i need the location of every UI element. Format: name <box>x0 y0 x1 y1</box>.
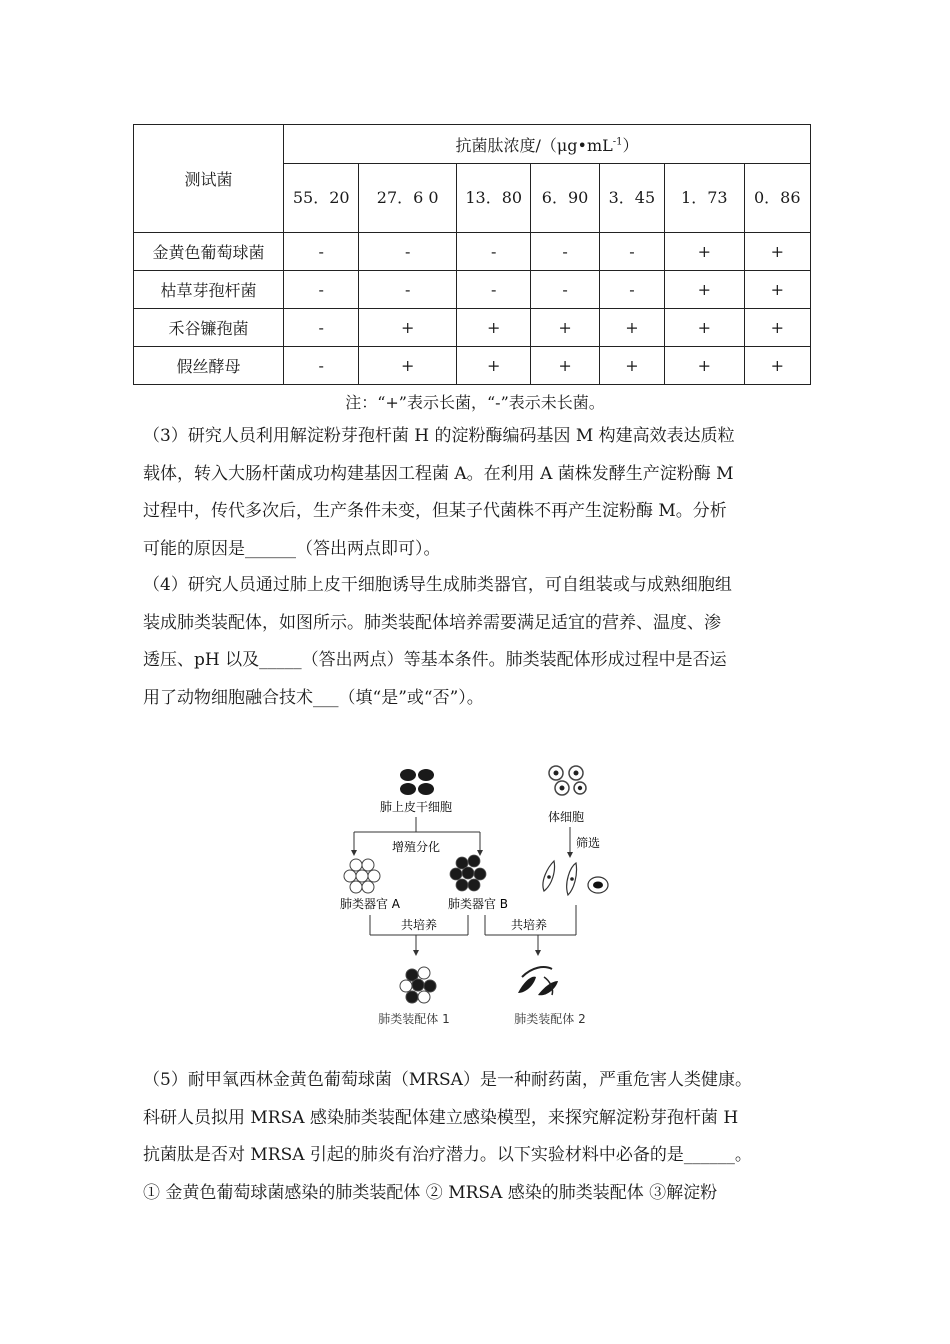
text-line: （4）研究人员通过肺上皮干细胞诱导生成肺类器官，可自组装或与成熟细胞组 <box>143 575 732 595</box>
growth-cell: + <box>531 347 599 385</box>
conc-cell: 3．45 <box>599 164 664 233</box>
mature-cells-icon <box>543 861 608 895</box>
growth-cell: - <box>284 347 359 385</box>
growth-cell: - <box>456 233 530 271</box>
coculture-2-label: 共培养 <box>510 918 548 932</box>
growth-cell: + <box>599 309 664 347</box>
growth-cell: + <box>531 309 599 347</box>
lung-assembly-diagram <box>330 755 620 1035</box>
growth-cell: + <box>359 309 457 347</box>
growth-cell: - <box>531 233 599 271</box>
text-line: 过程中，传代多次后，生产条件未变，但某子代菌株不再产生淀粉酶 M。分析 <box>143 501 727 521</box>
growth-cell: - <box>599 233 664 271</box>
conc-cell: 27．6 0 <box>359 164 457 233</box>
table-note: 注：“+”表示长菌，“-”表示未长菌。 <box>345 393 605 412</box>
growth-cell: + <box>744 233 810 271</box>
growth-cell: - <box>456 271 530 309</box>
conc-cell: 1．73 <box>665 164 744 233</box>
conc-cell: 13．80 <box>456 164 530 233</box>
concentration-header: 抗菌肽浓度$/(\mu g•mL^{-1})$ <box>284 125 811 164</box>
text-line: 可能的原因是______（答出两点即可）。 <box>143 538 441 559</box>
text-line: （5）耐甲氧西林金黄色葡萄球菌（MRSA）是一种耐药菌，严重危害人类健康。 <box>143 1070 752 1090</box>
text-line: 载体，转入大肠杆菌成功构建基因工程菌 A。在利用 A 菌株发酵生产淀粉酶 M <box>143 463 734 484</box>
growth-cell: - <box>531 271 599 309</box>
bacteria-name: 枯草芽孢杆菌 <box>134 271 284 309</box>
bacteria-name: 禾谷镰孢菌 <box>134 309 284 347</box>
text-line: ① 金黄色葡萄球菌感染的肺类装配体 ② MRSA 感染的肺类装配体 ③解淀粉 <box>143 1182 718 1203</box>
coculture-1-label: 共培养 <box>400 918 438 932</box>
assembly-2-label: 肺类装配体 2 <box>514 1012 586 1026</box>
growth-cell: + <box>744 271 810 309</box>
growth-cell: + <box>359 347 457 385</box>
growth-cell: - <box>284 271 359 309</box>
growth-cell: - <box>359 233 457 271</box>
question-5 <box>143 1062 813 1212</box>
growth-cell: + <box>665 347 744 385</box>
assembly-1-icon <box>400 967 436 1003</box>
question-3 <box>143 418 813 568</box>
stem-cell-label: 肺上皮干细胞 <box>379 800 453 814</box>
text-line: 科研人员拟用 MRSA 感染肺类装配体建立感染模型，来探究解淀粉芽孢杆菌 H <box>143 1107 739 1128</box>
organoid-a-label: 肺类器官 A <box>339 897 401 911</box>
organoid-b-label: 肺类器官 B <box>447 897 509 911</box>
stem-cells-icon <box>400 769 434 795</box>
text-line: 装成肺类装配体，如图所示。肺类装配体培养需要满足适宜的营养、温度、渗 <box>143 612 721 633</box>
text-line: 用了动物细胞融合技术___（填“是”或“否”）。 <box>143 687 484 708</box>
question-4 <box>143 567 813 717</box>
text-line: （3）研究人员利用解淀粉芽孢杆菌 H 的淀粉酶编码基因 M 构建高效表达质粒 <box>143 426 735 446</box>
growth-cell: + <box>665 271 744 309</box>
table-row <box>134 233 811 271</box>
assembly-2-icon <box>518 967 558 995</box>
growth-cell: - <box>284 233 359 271</box>
growth-cell: + <box>744 347 810 385</box>
growth-cell: + <box>665 233 744 271</box>
growth-cell: + <box>744 309 810 347</box>
conc-cell: 6．90 <box>531 164 599 233</box>
conc-cell: 55．20 <box>284 164 359 233</box>
body-cell-label: 体细胞 <box>547 810 585 824</box>
text-line: 抗菌肽是否对 MRSA 引起的肺炎有治疗潜力。以下实验材料中必备的是______。 <box>143 1145 752 1165</box>
bacteria-name: 金黄色葡萄球菌 <box>134 233 284 271</box>
growth-cell: - <box>284 309 359 347</box>
test-bacteria-header: 测试菌 <box>134 125 284 233</box>
growth-cell: - <box>359 271 457 309</box>
assembly-1-label: 肺类装配体 1 <box>378 1012 450 1026</box>
table-row <box>134 347 811 385</box>
growth-cell: + <box>456 309 530 347</box>
proliferate-label: 增殖分化 <box>391 840 441 854</box>
screen-label: 筛选 <box>576 836 601 850</box>
table-row <box>134 309 811 347</box>
organoid-b-icon <box>450 855 486 891</box>
conc-cell: 0．86 <box>744 164 810 233</box>
text-line: 透压、pH 以及_____（答出两点）等基本条件。肺类装配体形成过程中是否运 <box>143 650 727 670</box>
table-row <box>134 271 811 309</box>
growth-cell: - <box>599 271 664 309</box>
growth-cell: + <box>599 347 664 385</box>
result-table <box>133 124 811 385</box>
growth-cell: + <box>665 309 744 347</box>
growth-cell: + <box>456 347 530 385</box>
body-cells-icon <box>549 766 586 795</box>
organoid-a-icon <box>344 859 380 893</box>
bacteria-name: 假丝酵母 <box>134 347 284 385</box>
